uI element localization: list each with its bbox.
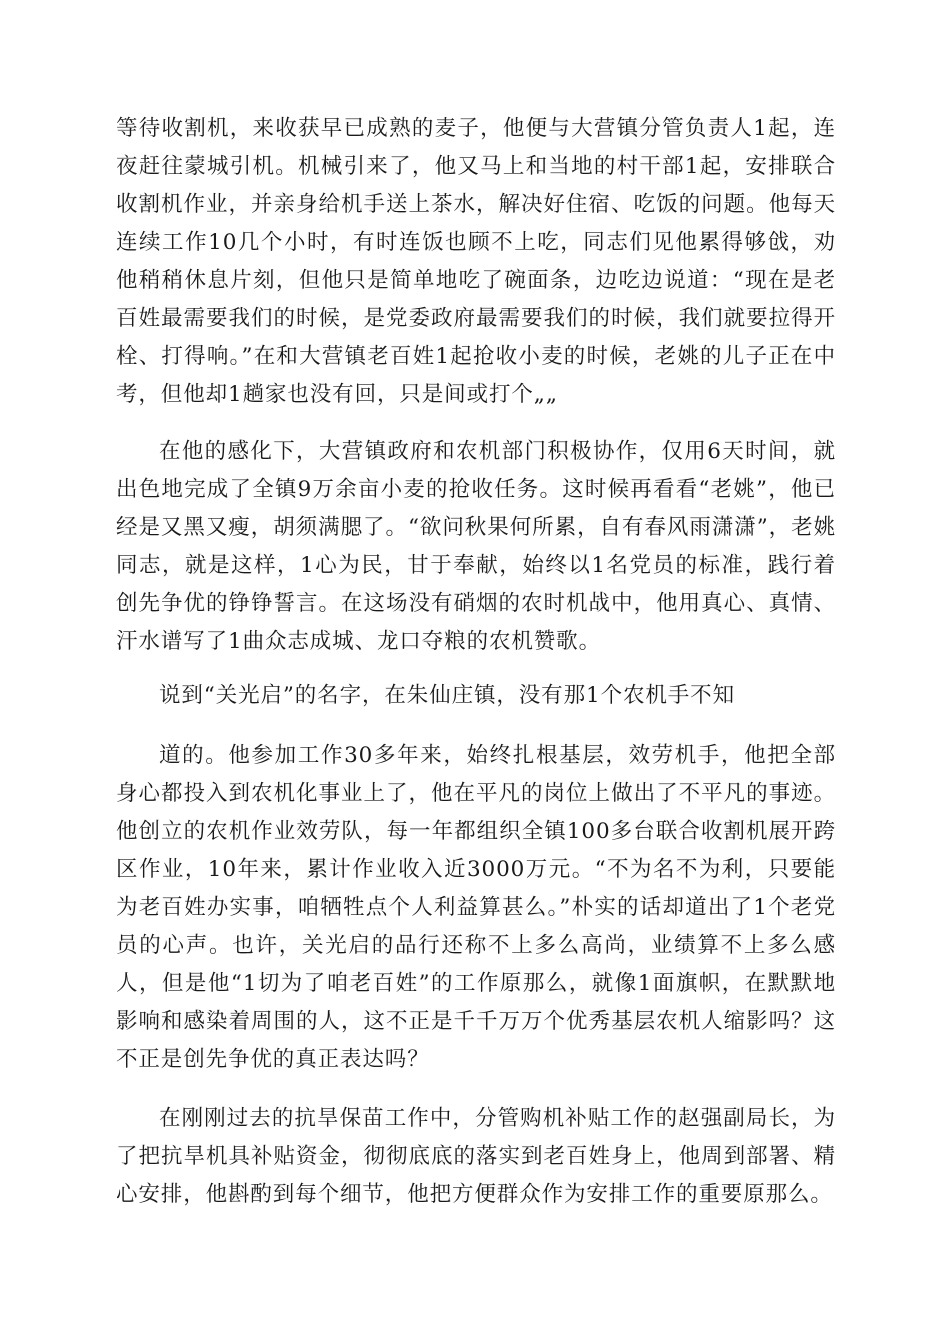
paragraph-continued: 等待收割机，来收获早已成熟的麦子，他便与大营镇分管负责人1起，连夜赶往蒙城引机。机械引来了，他又马上和当地的村干部1起，安排联合收割机作业，并亲身给机手送上茶水，解决好住宿、吃饭的问题。他每天连续工作10几个小时，有时连饭也顾不上吃，同志们见他累得够戗，劝他稍稍休息片刻，但他只是简单地吃了碗面条，边吃边说道：“现在是老百姓最需要我们的时候，是党委政府最需要我们的时候，我们就要拉得开栓、打得响。”在和大营镇老百姓1起抢收小麦的时候，老姚的儿子正在中考，但他却1趟家也没有回，只是间或打个„„ — [116, 116, 836, 407]
paragraph: 道的。他参加工作30多年来，始终扎根基层，效劳机手，他把全部身心都投入到农机化事业上了，他在平凡的岗位上做出了不平凡的事迹。他创立的农机作业效劳队，每一年都组织全镇100多台联合收割机展开跨区作业，10年来，累计作业收入近3000万元。“不为名不为利，只要能为老百姓办实事，咱牺牲点个人利益算甚么。”朴实的话却道出了1个老党员的心声。也许，关光启的品行还称不上多么高尚，业绩算不上多么感人，但是他“1切为了咱老百姓”的工作原那么，就像1面旗帜，在默默地影响和感染着周围的人，这不正是千千万万个优秀基层农机人缩影吗？这不正是创先争优的真正表达吗？ — [116, 743, 836, 1072]
paragraph: 说到“关光启”的名字，在朱仙庄镇，没有那1个农机手不知 — [159, 683, 735, 708]
paragraph: 在他的感化下，大营镇政府和农机部门积极协作，仅用6天时间，就出色地完成了全镇9万余亩小麦的抢收任务。这时候再看看“老姚”，他已经是又黑又瘦，胡须满腮了。“欲问秋果何所累，自有春风雨潇潇”，老姚同志，就是这样，1心为民，甘于奉献，始终以1名党员的标准，践行着创先争优的铮铮誓言。在这场没有硝烟的农时机战中，他用真心、真情、汗水谱写了1曲众志成城、龙口夺粮的农机赞歌。 — [116, 439, 836, 654]
paragraph: 在刚刚过去的抗旱保苗工作中，分管购机补贴工作的赵强副局长，为了把抗旱机具补贴资金，彻彻底底的落实到老百姓身上，他周到部署、精心安排，他斟酌到每个细节，他把方便群众作为安排工作的重要原那么。 — [116, 1106, 836, 1207]
